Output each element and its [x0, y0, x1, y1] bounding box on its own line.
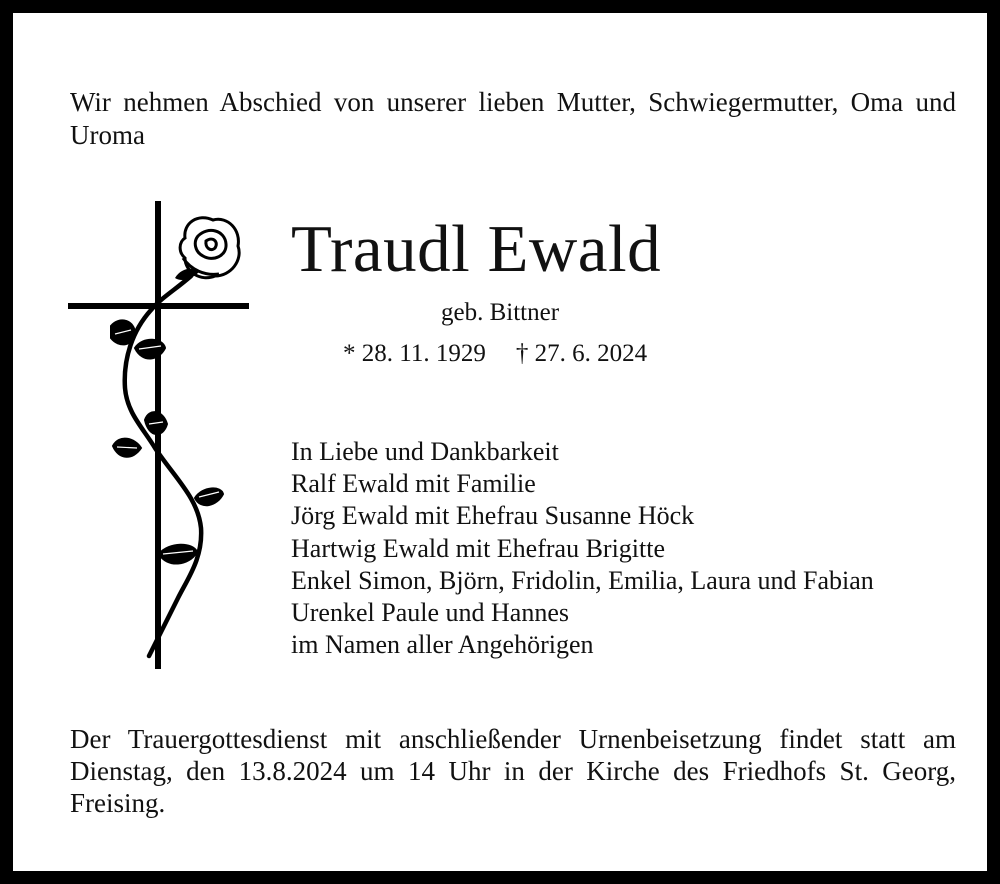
family-line: im Namen aller Angehörigen [291, 630, 594, 660]
family-line: Urenkel Paule und Hannes [291, 598, 569, 628]
family-line: Hartwig Ewald mit Ehefrau Brigitte [291, 533, 666, 563]
family-signature [291, 436, 874, 661]
family-line: Enkel Simon, Björn, Fridolin, Emilia, Laura und Fabian [291, 565, 874, 595]
birth-date: * 28. 11. 1929 [343, 340, 486, 367]
maiden-name: geb. Bittner [441, 299, 560, 326]
family-line: Ralf Ewald mit Familie [291, 469, 536, 499]
deceased-name: Traudl Ewald [291, 212, 662, 286]
cross-with-rose-icon [63, 198, 263, 673]
life-dates [343, 338, 647, 370]
family-line: In Liebe und Dankbarkeit [291, 437, 559, 466]
death-date: † 27. 6. 2024 [515, 340, 648, 367]
family-line: Jörg Ewald mit Ehefrau Susanne Höck [291, 501, 695, 531]
service-notice: Der Trauergottesdienst mit anschließender Urnenbeisetzung findet statt am Dienstag, den 13.8.2024 um 14 Uhr in der Kirche des Friedhofs St. Georg, Freising. [70, 724, 956, 818]
intro-text: Wir nehmen Abschied von unserer lieben Mutter, Schwiegermutter, Oma und Uroma [70, 87, 956, 150]
